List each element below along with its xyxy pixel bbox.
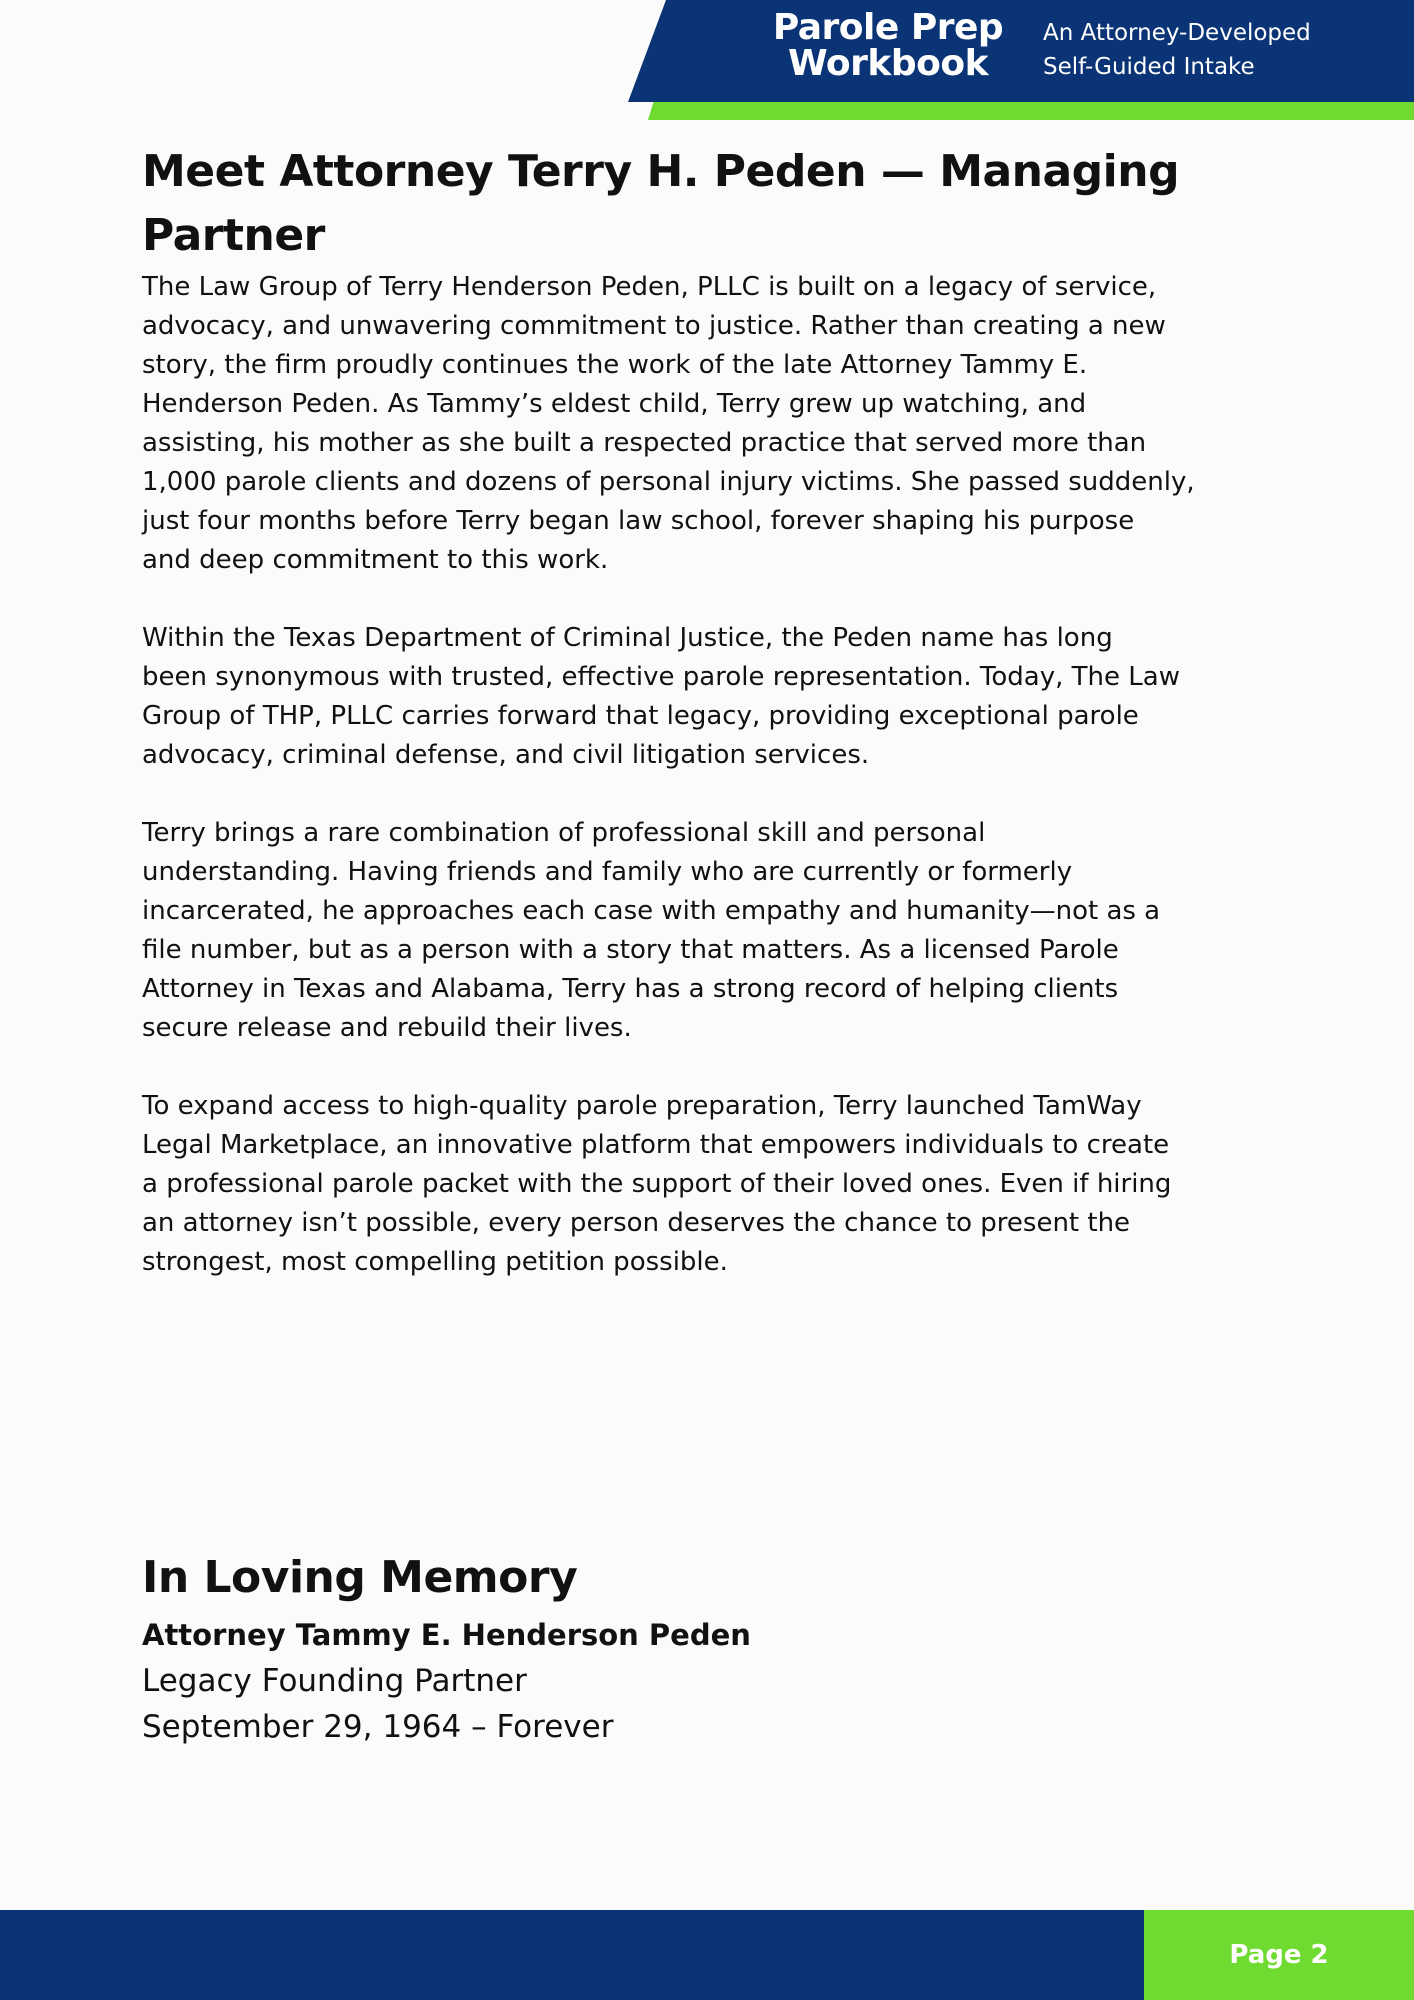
paragraph-line: To expand access to high-quality parole preparation, Terry launched TamWay — [142, 1091, 1142, 1121]
brand-line-2: Workbook — [787, 43, 989, 84]
memorial-section — [142, 1548, 751, 1750]
brand-logo-text — [748, 7, 1028, 84]
brand-line-1: Parole Prep — [772, 7, 1004, 48]
tagline-line-2: Self-Guided Intake — [1043, 54, 1255, 80]
memorial-heading: In Loving Memory — [142, 1552, 578, 1603]
paragraph-line: understanding. Having friends and family who are currently or formerly — [142, 857, 1073, 887]
bio-paragraph — [142, 268, 1302, 580]
bio-paragraph — [142, 619, 1302, 775]
paragraph-line: been synonymous with trusted, effective parole representation. Today, The Law — [142, 662, 1180, 692]
paragraph-line: advocacy, and unwavering commitment to justice. Rather than creating a new — [142, 311, 1166, 341]
paragraph-line: secure release and rebuild their lives. — [142, 1013, 632, 1043]
paragraph-line: Attorney in Texas and Alabama, Terry has a strong record of helping clients — [142, 974, 1119, 1004]
paragraph-line: Within the Texas Department of Criminal Justice, the Peden name has long — [142, 623, 1113, 653]
paragraph-line: strongest, most compelling petition possible. — [142, 1247, 728, 1277]
main-content — [142, 140, 1302, 1321]
header-tagline — [1043, 16, 1311, 84]
tagline-line-1: An Attorney-Developed — [1043, 20, 1311, 46]
paragraph-line: Henderson Peden. As Tammy’s eldest child, Terry grew up watching, and — [142, 389, 1087, 419]
bio-paragraph — [142, 1087, 1302, 1282]
page-title — [142, 140, 1302, 268]
paragraph-line: incarcerated, he approaches each case with empathy and humanity—not as a — [142, 896, 1161, 926]
memorial-dates: September 29, 1964 – Forever — [142, 1709, 614, 1745]
paragraph-line: file number, but as a person with a story that matters. As a licensed Parole — [142, 935, 1119, 965]
title-line-2: Partner — [142, 210, 325, 261]
paragraph-line: Legal Marketplace, an innovative platform that empowers individuals to create — [142, 1130, 1170, 1160]
paragraph-line: The Law Group of Terry Henderson Peden, PLLC is built on a legacy of service, — [142, 272, 1157, 302]
paragraph-line: and deep commitment to this work. — [142, 545, 609, 575]
paragraph-line: just four months before Terry began law school, forever shaping his purpose — [142, 506, 1135, 536]
paragraph-line: an attorney isn’t possible, every person deserves the chance to present the — [142, 1208, 1131, 1238]
paragraph-line: 1,000 parole clients and dozens of personal injury victims. She passed suddenly, — [142, 467, 1195, 497]
paragraph-line: Terry brings a rare combination of professional skill and personal — [142, 818, 986, 848]
memorial-role: Legacy Founding Partner — [142, 1663, 527, 1699]
header-accent-stripe — [648, 100, 1414, 120]
paragraph-line: advocacy, criminal defense, and civil litigation services. — [142, 740, 870, 770]
bio-paragraph — [142, 814, 1302, 1048]
paragraph-line: a professional parole packet with the support of their loved ones. Even if hiring — [142, 1169, 1172, 1199]
bio-paragraphs — [142, 268, 1302, 1282]
title-line-1: Meet Attorney Terry H. Peden — Managing — [142, 146, 1180, 197]
paragraph-line: story, the firm proudly continues the work of the late Attorney Tammy E. — [142, 350, 1088, 380]
memorial-name: Attorney Tammy E. Henderson Peden — [142, 1618, 751, 1652]
paragraph-line: assisting, his mother as she built a respected practice that served more than — [142, 428, 1147, 458]
paragraph-line: Group of THP, PLLC carries forward that legacy, providing exceptional parole — [142, 701, 1139, 731]
page-number: Page 2 — [1144, 1910, 1414, 2000]
